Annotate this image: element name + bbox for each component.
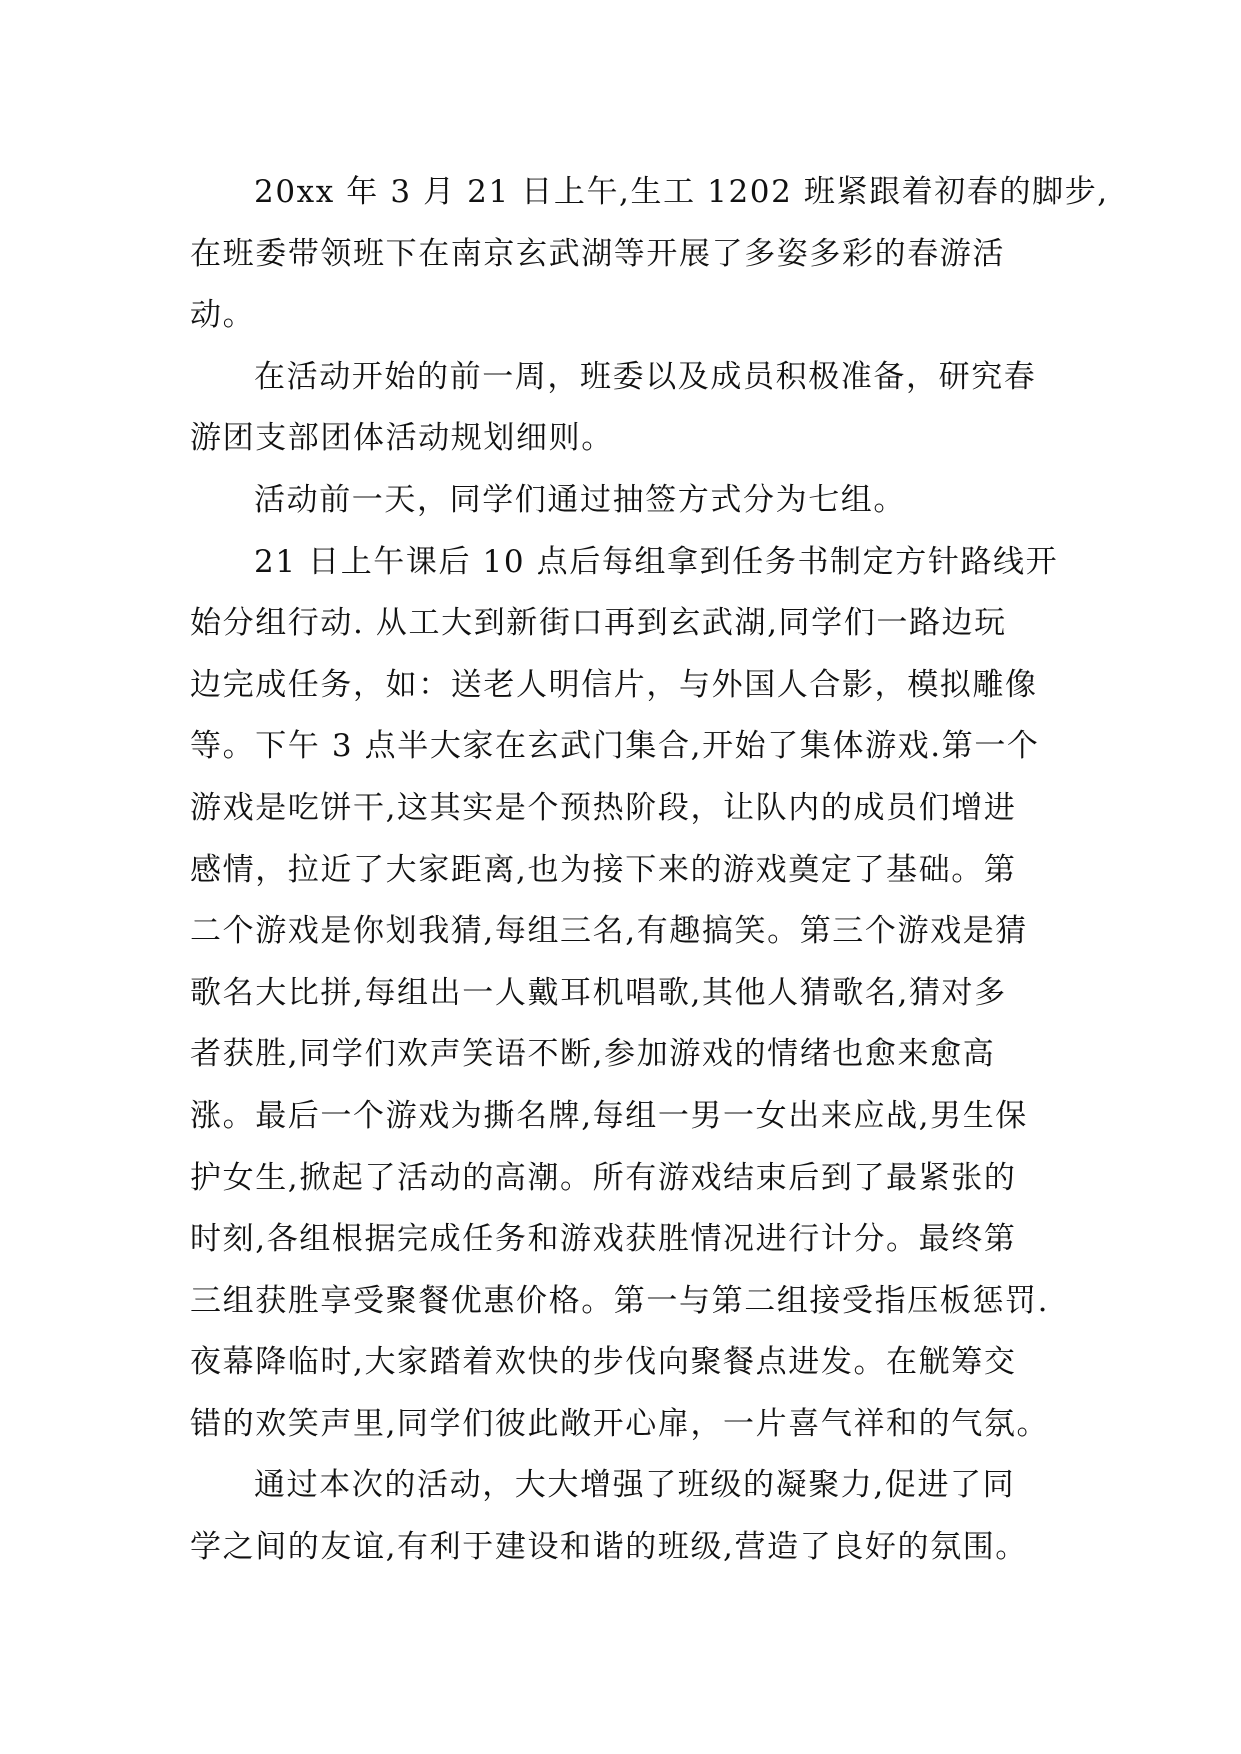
text-line: 歌名大比拼,每组出一人戴耳机唱歌,其他人猜歌名,猜对多	[190, 974, 1007, 1011]
text-line: 三组获胜享受聚餐优惠价格。第一与第二组接受指压板惩罚.	[190, 1282, 1050, 1319]
text-line: 通过本次的活动，大大增强了班级的凝聚力,促进了同	[254, 1467, 1016, 1504]
text-line: 夜幕降临时,大家踏着欢快的步伐向聚餐点进发。在觥筹交	[190, 1344, 1017, 1381]
text-line: 游团支部团体活动规划细则。	[190, 420, 614, 457]
text-line: 21 日上午课后 10 点后每组拿到任务书制定方针路线开	[254, 543, 1059, 580]
text-line: 错的欢笑声里,同学们彼此敞开心扉，一片喜气祥和的气氛。	[190, 1405, 1050, 1442]
text-line: 始分组行动. 从工大到新街口再到玄武湖,同学们一路边玩	[190, 605, 1007, 642]
text-line: 涨。最后一个游戏为撕名牌,每组一男一女出来应战,男生保	[190, 1097, 1028, 1134]
text-line: 边完成任务，如：送老人明信片，与外国人合影，模拟雕像	[190, 666, 1038, 703]
text-line: 者获胜,同学们欢声笑语不断,参加游戏的情绪也愈来愈高	[190, 1036, 996, 1073]
text-line: 游戏是吃饼干,这其实是个预热阶段，让队内的成员们增进	[190, 789, 1017, 826]
text-line: 二个游戏是你划我猜,每组三名,有趣搞笑。第三个游戏是猜	[190, 913, 1028, 950]
text-line: 在活动开始的前一周，班委以及成员积极准备，研究春	[254, 358, 1037, 395]
text-line: 动。	[190, 297, 256, 334]
text-line: 学之间的友谊,有利于建设和谐的班级,营造了良好的氛围。	[190, 1529, 1028, 1566]
text-line: 等。下午 3 点半大家在玄武门集合,开始了集体游戏.第一个	[190, 728, 1040, 765]
text-line: 活动前一天，同学们通过抽签方式分为七组。	[254, 481, 906, 518]
text-line: 在班委带领班下在南京玄武湖等开展了多姿多彩的春游活	[190, 235, 1005, 272]
document-body	[190, 162, 1109, 1579]
text-line: 护女生,掀起了活动的高潮。所有游戏结束后到了最紧张的	[190, 1159, 1017, 1196]
text-line: 感情，拉近了大家距离,也为接下来的游戏奠定了基础。第	[190, 851, 1017, 888]
text-line: 时刻,各组根据完成任务和游戏获胜情况进行计分。最终第	[190, 1221, 1017, 1258]
text-line: 20xx 年 3 月 21 日上午,生工 1202 班紧跟着初春的脚步,	[254, 174, 1109, 210]
